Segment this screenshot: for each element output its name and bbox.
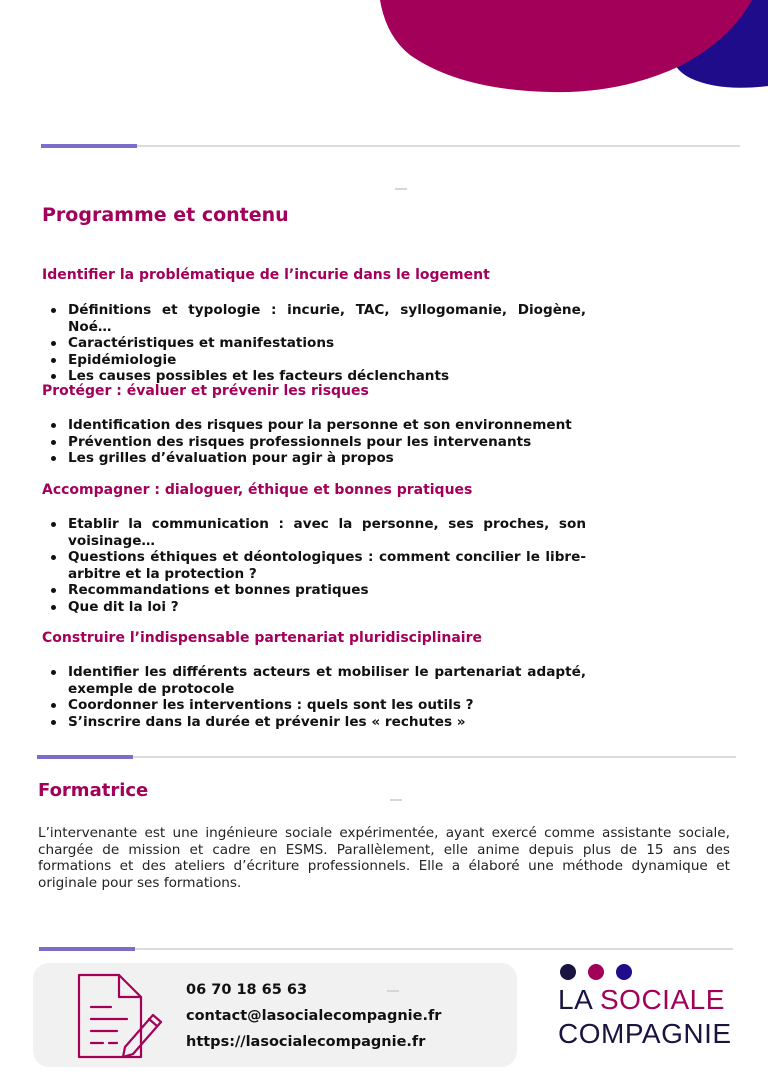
- list-item: Questions éthiques et déontologiques : comment concilier le libre-arbitre et la protection ?: [48, 549, 586, 582]
- list-item: Recommandations et bonnes pratiques: [48, 582, 586, 599]
- logo-word-la: LA: [558, 984, 592, 1015]
- section-list-partenariat: [48, 664, 586, 730]
- decorative-dash: [395, 188, 407, 190]
- list-item: Epidémiologie: [48, 352, 586, 369]
- bottom-divider: [39, 948, 733, 950]
- header-decorative-blobs: [0, 0, 768, 100]
- section-list-risques: [48, 417, 586, 467]
- section-heading-incurie: Identifier la problématique de l’incurie dans le logement: [42, 267, 490, 283]
- section-list-incurie: [48, 302, 586, 385]
- trainer-bio: L’intervenante est une ingénieure sociale expérimentée, ayant exercé comme assistante sociale, chargée de mission et cadre en ESMS. Parallèlement, elle anime depuis plus de 15 ans des formations et des ateliers d’écriture professionnels. Elle a élaboré une méthode dynamique et originale pour ses formations.: [38, 825, 730, 891]
- program-title: Programme et contenu: [42, 204, 289, 226]
- section-heading-partenariat: Construire l’indispensable partenariat pluridisciplinaire: [42, 630, 482, 646]
- list-item: Définitions et typologie : incurie, TAC, syllogomanie, Diogène, Noé…: [48, 302, 586, 335]
- list-item: Les causes possibles et les facteurs déclenchants: [48, 368, 586, 385]
- list-item: Caractéristiques et manifestations: [48, 335, 586, 352]
- list-item: Que dit la loi ?: [48, 599, 586, 616]
- section-list-accompagner: [48, 516, 586, 615]
- decorative-dash: [390, 799, 402, 801]
- top-divider: [41, 145, 740, 147]
- logo-line-1: [558, 984, 725, 1016]
- document-pen-icon: [73, 971, 165, 1061]
- list-item: Les grilles d’évaluation pour agir à propos: [48, 450, 586, 467]
- list-item: Identification des risques pour la personne et son environnement: [48, 417, 586, 434]
- list-item: Coordonner les interventions : quels sont les outils ?: [48, 697, 586, 714]
- logo-word-compagnie: COMPAGNIE: [558, 1018, 732, 1049]
- middle-divider: [37, 756, 736, 758]
- contact-phone[interactable]: 06 70 18 65 63: [186, 982, 308, 998]
- list-item: Identifier les différents acteurs et mobiliser le partenariat adapté, exemple de protocole: [48, 664, 586, 697]
- list-item: S’inscrire dans la durée et prévenir les « rechutes »: [48, 714, 586, 731]
- list-item: Etablir la communication : avec la personne, ses proches, son voisinage…: [48, 516, 586, 549]
- trainer-title: Formatrice: [38, 780, 149, 801]
- logo-dots: [560, 964, 640, 984]
- contact-email[interactable]: contact@lasocialecompagnie.fr: [186, 1008, 442, 1024]
- logo-word-sociale: SOCIALE: [599, 984, 725, 1015]
- contact-website[interactable]: https://lasocialecompagnie.fr: [186, 1034, 426, 1050]
- section-heading-risques: Protéger : évaluer et prévenir les risques: [42, 383, 369, 399]
- list-item: Prévention des risques professionnels pour les intervenants: [48, 434, 586, 451]
- contact-card: [33, 963, 517, 1067]
- decorative-dash: [387, 990, 399, 992]
- section-heading-accompagner: Accompagner : dialoguer, éthique et bonnes pratiques: [42, 482, 473, 498]
